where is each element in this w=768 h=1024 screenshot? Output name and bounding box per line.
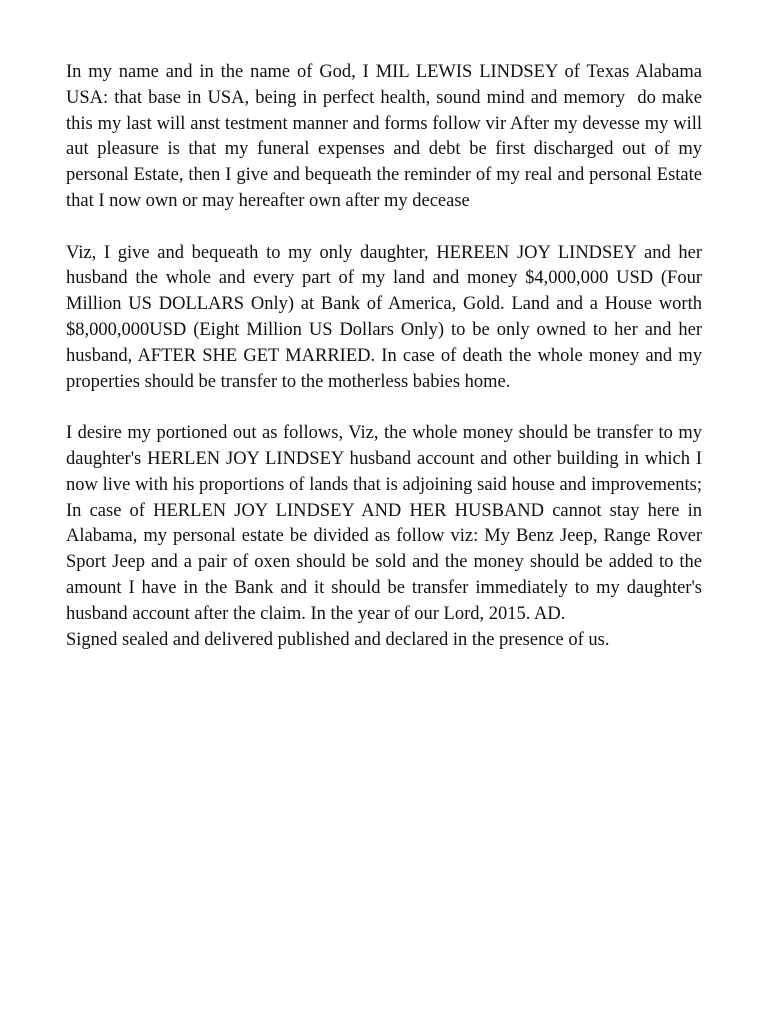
paragraph-bequest: Viz, I give and bequeath to my only daughter, HEREEN JOY LINDSEY and her husband the whole and every part of my land and money $4,000,000 USD (Four Million US DOLLARS Only) at Bank of America, Gold. Land and a House worth $8,000,000USD (Eight Million US Dollars Only) to be only owned to her and her husband, AFTER SHE GET MARRIED. In case of death the whole money and my properties should be transfer to the motherless babies home.	[66, 242, 707, 392]
paragraph-signature-statement: Signed sealed and delivered published and declared in the presence of us.	[66, 629, 610, 650]
document-body	[66, 60, 707, 653]
paragraph-opening-declaration: In my name and in the name of God, I MIL LEWIS LINDSEY of Texas Alabama USA: that base in USA, being in perfect health, sound mind and memory do make this my last will anst testment manner and forms follow vir After my devesse my will aut pleasure is that my funeral expenses and debt be first discharged out of my personal Estate, then I give and bequeath the reminder of my real and personal Estate that I now own or may hereafter own after my decease	[66, 62, 707, 211]
paragraph-distribution: I desire my portioned out as follows, Viz, the whole money should be transfer to my daughter's HERLEN JOY LINDSEY husband account and other building in which I now live with his proportions of lands that is adjoining said house and improvements; In case of HERLEN JOY LINDSEY AND HER HUSBAND cannot stay here in Alabama, my personal estate be divided as follow viz: My Benz Jeep, Range Rover Sport Jeep and a pair of oxen should be sold and the money should be added to the amount I have in the Bank and it should be transfer immediately to my daughter's husband account after the claim. In the year of our Lord, 2015. AD.	[66, 423, 707, 624]
